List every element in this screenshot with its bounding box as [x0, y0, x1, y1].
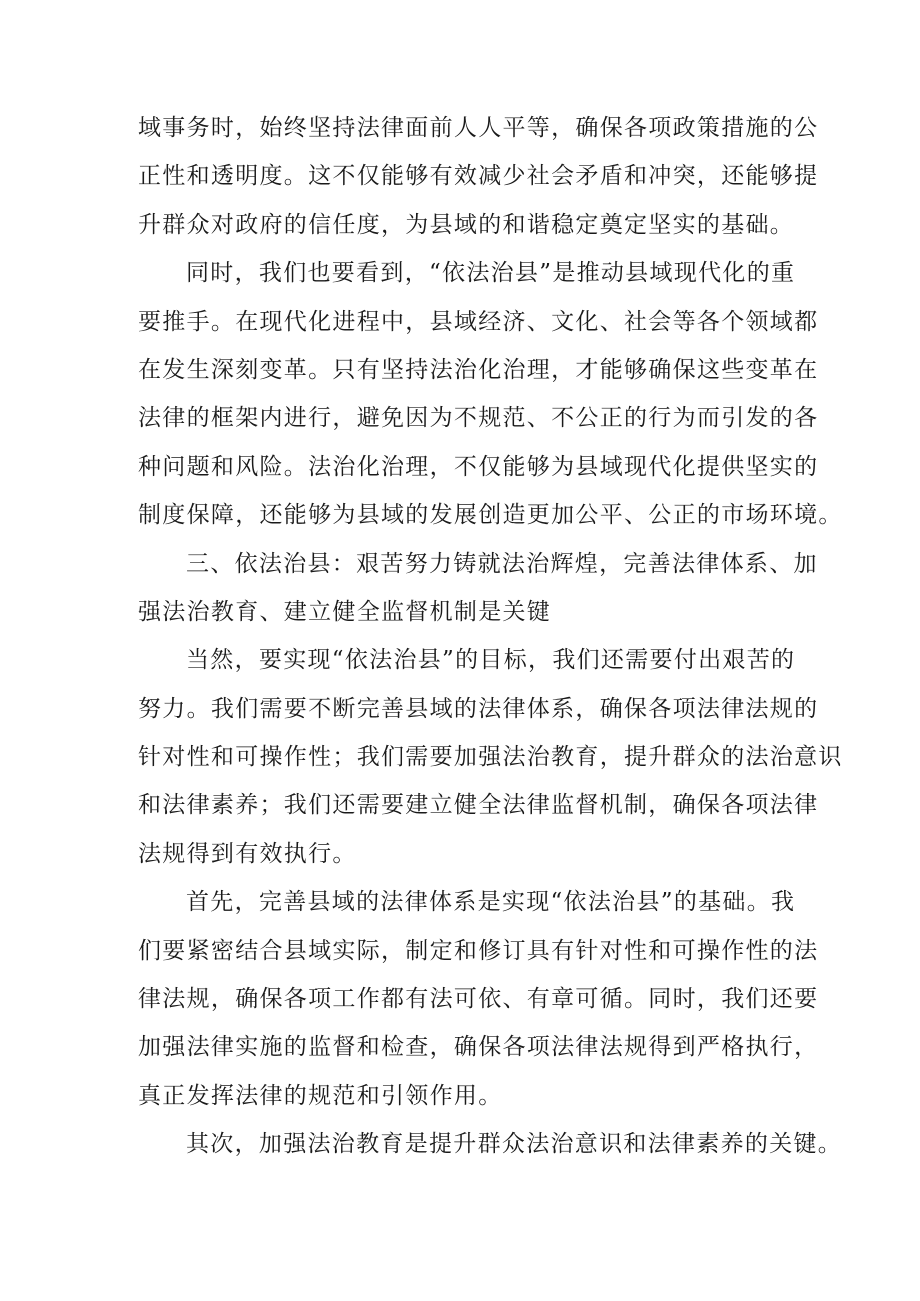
text-line: 努力。我们需要不断完善县域的法律体系，确保各项法律法规的 [138, 695, 819, 722]
text-line: 们要紧密结合县域实际，制定和修订具有针对性和可操作性的法 [138, 937, 819, 964]
text-line: 要推手。在现代化进程中，县域经济、文化、社会等各个领域都 [138, 308, 819, 335]
text-line: 强法治教育、建立健全监督机制是关键 [138, 598, 552, 625]
text-line: 同时，我们也要看到，“依法治县”是推动县域现代化的重 [186, 260, 796, 287]
text-line: 在发生深刻变革。只有坚持法治化治理，才能够确保这些变革在 [138, 356, 819, 383]
paragraph [138, 249, 843, 539]
text-line: 种问题和风险。法治化治理，不仅能够为县域现代化提供坚实的 [138, 453, 819, 480]
paragraph [138, 104, 819, 249]
paragraph [138, 1120, 843, 1168]
text-line: 正性和透明度。这不仅能够有效减少社会矛盾和冲突，还能够提 [138, 163, 819, 190]
text-line: 当然，要实现“依法治县”的目标，我们还需要付出艰苦的 [186, 647, 796, 674]
text-line: 真正发挥法律的规范和引领作用。 [138, 1082, 503, 1109]
document-body [138, 104, 843, 1169]
text-line: 域事务时，始终坚持法律面前人人平等，确保各项政策措施的公 [138, 115, 819, 141]
text-line: 三、依法治县：艰苦努力铸就法治辉煌，完善法律体系、加 [186, 550, 818, 577]
text-line: 法规得到有效执行。 [138, 840, 357, 867]
text-line: 法律的框架内进行，避免因为不规范、不公正的行为而引发的各 [138, 405, 819, 432]
text-line: 首先，完善县域的法律体系是实现“依法治县”的基础。我 [186, 889, 796, 916]
text-line: 加强法律实施的监督和检查，确保各项法律法规得到严格执行， [138, 1034, 819, 1061]
text-line: 其次，加强法治教育是提升群众法治意识和法律素养的关键。 [186, 1131, 843, 1158]
section-heading [138, 540, 818, 637]
text-line: 律法规，确保各项工作都有法可依、有章可循。同时，我们还要 [138, 986, 819, 1013]
text-line: 升群众对政府的信任度，为县域的和谐稳定奠定坚实的基础。 [138, 211, 795, 238]
paragraph [138, 878, 819, 1120]
text-line: 针对性和可操作性；我们需要加强法治教育，提升群众的法治意识 [138, 744, 843, 771]
text-line: 和法律素养；我们还需要建立健全法律监督机制，确保各项法律 [138, 792, 819, 819]
text-line: 制度保障，还能够为县域的发展创造更加公平、公正的市场环境。 [138, 502, 843, 529]
paragraph [138, 636, 843, 878]
